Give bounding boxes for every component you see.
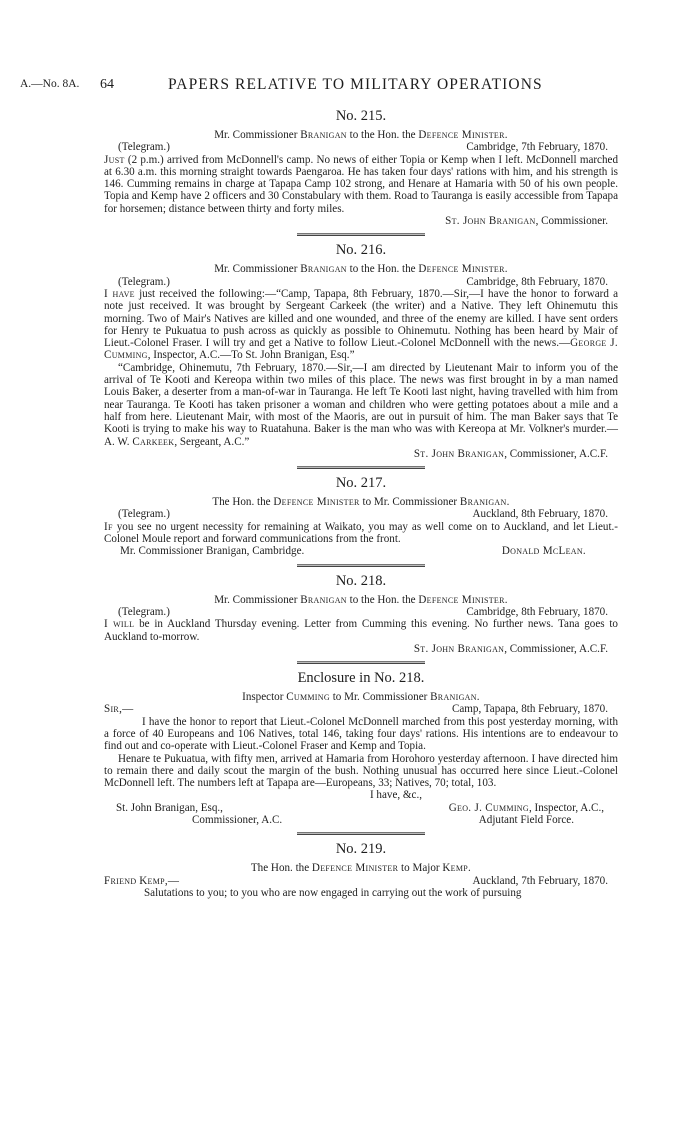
salutation: Friend Kemp,—: [104, 874, 180, 887]
enclosure-heading: Enclosure in No. 218.: [297, 670, 425, 687]
document-heading: The Hon. the Defence Minister to Mr. Commissioner Branigan.: [212, 496, 510, 509]
page-header: [0, 76, 700, 98]
telegram-line: [104, 508, 618, 520]
section-divider: [297, 466, 425, 469]
document-heading: Mr. Commissioner Branigan to the Hon. the Defence Minister.: [214, 129, 508, 141]
telegram-label: (Telegram.): [118, 605, 170, 618]
salutation-line: [104, 703, 618, 715]
page-number: 64: [100, 77, 114, 92]
addressee-signature-block: [104, 802, 618, 827]
telegram-line: [104, 276, 618, 288]
document-heading: The Hon. the Defence Minister to Major Kemp.: [250, 862, 472, 875]
document-215: [104, 106, 618, 227]
place-date: Cambridge, 7th February, 1870.: [466, 141, 608, 154]
place-date: Auckland, 7th February, 1870.: [472, 874, 608, 887]
document-body: Salutations to you; to you who are now engaged in carrying out the work of pursuing: [144, 886, 522, 899]
document-heading: Mr. Commissioner Branigan to the Hon. the Defence Minister.: [214, 263, 508, 276]
section-divider: [297, 661, 425, 664]
signature: St. John Branigan, Commissioner.: [445, 215, 608, 228]
salutation: Sir,—: [104, 703, 134, 716]
document-218: [104, 571, 618, 655]
place-date: Cambridge, 8th February, 1870.: [466, 605, 608, 618]
document-number: No. 219.: [335, 841, 387, 858]
telegram-label: (Telegram.): [118, 275, 170, 288]
signature-role: Adjutant Field Force.: [478, 814, 574, 827]
telegram-label: (Telegram.): [118, 141, 170, 154]
document-body: I will be in Auckland Thursday evening. Letter from Cumming this evening. No further news. Tana goes to Auckland to-morrow.: [104, 618, 618, 643]
document-216: [104, 240, 618, 460]
signature: Donald McLean.: [501, 545, 586, 558]
addressee-signature-line: [104, 545, 618, 557]
addressee: St. John Branigan, Esq.,: [116, 801, 223, 814]
addressee-title: Commissioner, A.C.: [192, 814, 283, 827]
document-heading: Inspector Cumming to Mr. Commissioner Branigan.: [242, 691, 480, 704]
telegram-line: [104, 606, 618, 618]
signature: St. John Branigan, Commissioner, A.C.F.: [413, 447, 608, 460]
section-divider: [297, 233, 425, 236]
document-reference: A.—No. 8A.: [20, 78, 80, 90]
letter-closing: I have, &c.,: [369, 789, 423, 802]
telegram-label: (Telegram.): [118, 508, 170, 521]
running-title: PAPERS RELATIVE TO MILITARY OPERATIONS: [168, 76, 543, 93]
page-content: [104, 102, 618, 899]
document-body: If you see no urgent necessity for remaining at Waikato, you may as well come on to Auckland, and let Lieut.-Colonel Moule report and forward communications from the front.: [104, 520, 618, 546]
signature: St. John Branigan, Commissioner, A.C.F.: [413, 642, 608, 655]
document-number: No. 218.: [335, 572, 387, 589]
document-number: No. 215.: [335, 108, 387, 124]
letter-paragraph: Henare te Pukuatua, with fifty men, arrived at Hamaria from Horohoro yesterday afternoon. I have directed him to remain there and daily scout the margin of the bush. Nothing unusual has occurred here since Lieut.-Colonel McDonnell left. The numbers left at Tapapa are—Europeans, 33; Natives, 70; total, 103.: [104, 752, 618, 790]
document-217: [104, 473, 618, 557]
document-number: No. 216.: [335, 242, 387, 259]
salutation-line: [104, 875, 618, 887]
place-date: Cambridge, 8th February, 1870.: [466, 275, 608, 288]
document-body: I have just received the following:—“Camp, Tapapa, 8th February, 1870.—Sir,—I have the honor to forward a note just received. It was brought by Sergeant Carkeek (the writer) and a Native. They left Ohinemutu this morning. Two of Mair's Natives are killed and one wounded, and three of the enemy are killed. I have sent orders for Henry te Pukuatua to push across as quickly as possible to Ohinemutu. Nothing has been heard by Mair of Lieut.-Colonel Fraser. I will try and get a Native to follow Lieut.-Colonel McDonnell with the news.—George J. Cumming, Inspector, A.C.—To St. John Branigan, Esq.”: [104, 287, 618, 362]
document-heading: Mr. Commissioner Branigan to the Hon. the Defence Minister.: [214, 593, 508, 606]
letter-paragraph: I have the honor to report that Lieut.-Colonel McDonnell marched from this post yesterday morning, with a force of 40 Europeans and 106 Natives, total 146, taking four days' rations. His intentions are to endeavour to find out and co-operate with Lieut.-Colonel Fraser and Kemp and Topia.: [104, 715, 618, 753]
place-date: Camp, Tapapa, 8th February, 1870.: [451, 703, 608, 716]
telegram-line: [104, 141, 618, 153]
section-divider: [297, 564, 425, 567]
document-219: [104, 839, 618, 899]
addressee: Mr. Commissioner Branigan, Cambridge.: [120, 545, 305, 558]
signature: Geo. J. Cumming, Inspector, A.C.,: [448, 801, 604, 814]
quoted-letter: “Cambridge, Ohinemutu, 7th February, 1870.—Sir,—I am directed by Lieutenant Mair to inform you of the arrival of Te Kooti and Kereopa within two miles of this place. The news was first brought in by a man named Louis Baker, a deserter from a man-of-war in Tauranga. He left Te Kooti last night, having travelled with him from near Tauranga. Te Kooti has taken prisoner a woman and children who were getting potatoes about a mile and a half from here. Lieutenant Mair, with most of the Maoris, are out in pursuit of him. The man Baker says that Te Kooti is trying to make his way to Ruatahuna. Baker is the man who was with Kereopa at Mr. Volkner's murder.—A. W. Carkeek, Sergeant, A.C.”: [104, 361, 618, 448]
document-body: Just (2 p.m.) arrived from McDonnell's camp. No news of either Topia or Kemp when I left. McDonnell marched at 6.30 a.m. this morning straight towards Paengaroa. He has taken four days' rations with him, and his strength is 146. Cumming remains in charge at Tapapa Camp 102 strong, and Henare at Hamaria with 50 of his own people. Topia and Kemp have 2 officers and 30 Constabulary with them. Road to Tauranga is easily accessible from Tapapa for horsemen; distance between thirty and forty miles.: [104, 153, 619, 215]
enclosure-218: [104, 668, 618, 826]
place-date: Auckland, 8th February, 1870.: [472, 508, 608, 521]
section-divider: [297, 832, 425, 835]
document-number: No. 217.: [335, 475, 387, 492]
